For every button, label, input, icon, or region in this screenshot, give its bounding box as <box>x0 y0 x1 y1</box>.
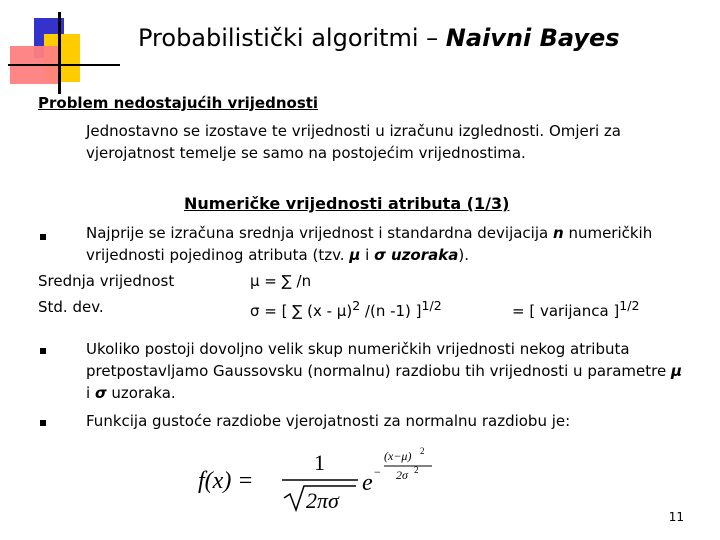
formula-numerator: 1 <box>314 450 325 475</box>
variance-formula: = [ varijanca ]$^{1/2}$ <box>512 298 640 320</box>
std-label: Std. dev. <box>38 298 104 316</box>
formula-exp-den-sup: 2 <box>414 465 419 475</box>
formula-lhs: f(x) = <box>198 468 254 494</box>
logo-vertical-line <box>58 12 61 94</box>
formula-exp-den: 2σ <box>396 468 408 482</box>
section-heading-numeric: Numeričke vrijednosti atributa (1/3) <box>184 194 510 213</box>
page-number: 11 <box>668 510 684 524</box>
title-italic: Naivni Bayes <box>445 24 620 52</box>
slide-title <box>138 24 620 52</box>
section-heading-missing-values: Problem nedostajućih vrijednosti <box>38 94 319 112</box>
gaussian-formula <box>196 446 456 516</box>
bullet-mean-std-text: Najprije se izračuna srednja vrijednost i standardna devijacija n numeričkih vrijednosti pojedinog atributa (tzv. μ i σ uzoraka). <box>86 224 653 264</box>
logo-horizontal-line <box>8 64 120 66</box>
bullet-icon <box>40 420 46 426</box>
formula-denominator: 2πσ <box>306 488 339 513</box>
formula-exp-num: (x−μ) <box>384 449 412 463</box>
bullet-density-text: Funkcija gustoće razdiobe vjerojatnosti za normalnu razdiobu je: <box>86 412 571 430</box>
missing-values-text: Jednostavno se izostave te vrijednosti u izračunu izglednosti. Omjeri za vjerojatnost temelje se samo na postojećim vrijednostima. <box>86 122 621 162</box>
std-formula: σ = [ ∑ (x - μ)$^2$ /(n -1) ]$^{1/2}$ <box>250 298 442 320</box>
bullet-gauss-text: Ukoliko postoji dovoljno velik skup numeričkih vrijednosti nekog atributa pretpostavljamo Gaussovsku (normalnu) razdiobu tih vrijednosti u parametre μ i σ uzoraka. <box>86 340 682 402</box>
title-plain: Probabilistički algoritmi – <box>138 24 446 52</box>
formula-minus: − <box>374 465 381 479</box>
mean-formula: μ = ∑ /n <box>250 272 312 290</box>
formula-e: e <box>362 470 373 496</box>
formula-exp-num-sup: 2 <box>420 446 425 456</box>
bullet-icon <box>40 234 46 240</box>
bullet-icon <box>40 348 46 354</box>
mean-label: Srednja vrijednost <box>38 272 175 290</box>
